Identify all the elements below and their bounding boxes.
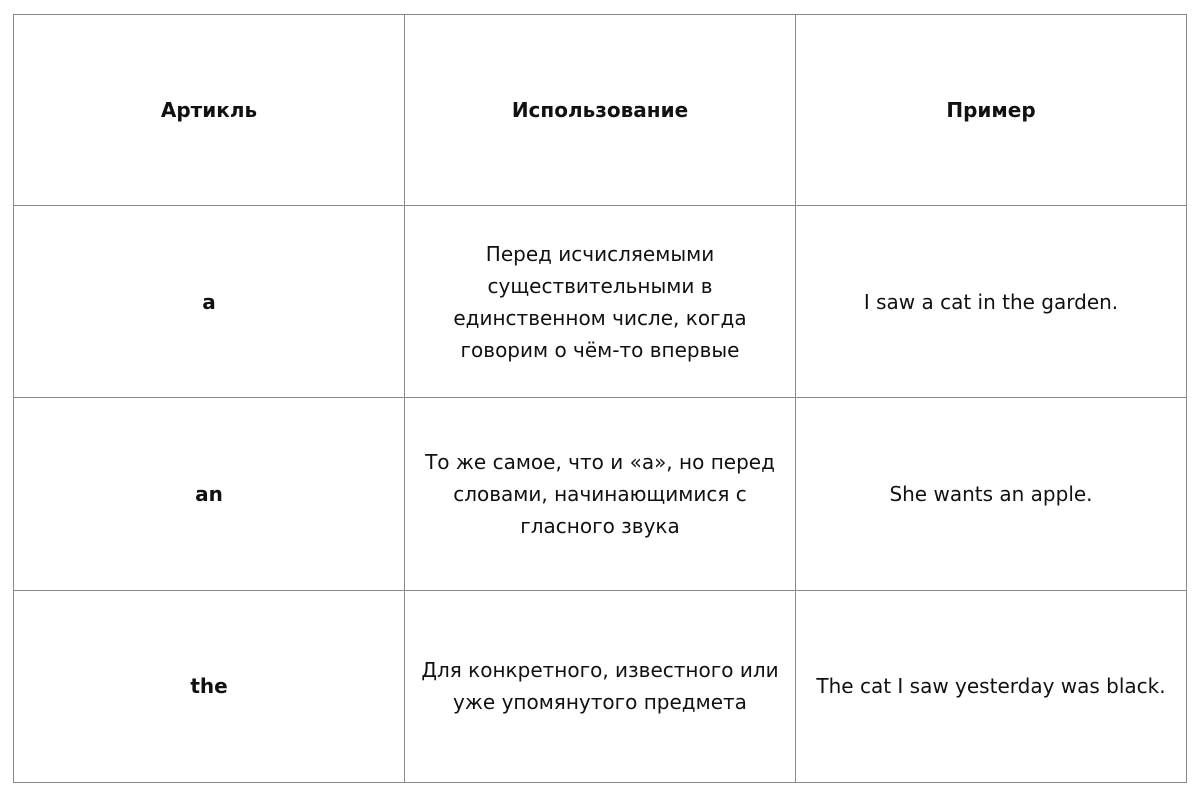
article-text: a (202, 289, 216, 314)
table-row (14, 590, 1187, 782)
usage-cell (405, 398, 796, 590)
articles-table (13, 14, 1187, 783)
article-cell (14, 590, 405, 782)
example-text: She wants an apple. (889, 481, 1093, 506)
usage-text: Для конкретного, известного или уже упомянутого предмета (421, 658, 779, 715)
table-row (14, 206, 1187, 398)
usage-text: Перед исчисляемыми существительными в единственном числе, когда говорим о чём-то впервые (453, 241, 747, 362)
articles-table-container (13, 14, 1186, 783)
header-usage: Использование (405, 15, 796, 206)
article-text: the (190, 674, 228, 699)
example-text: The cat I saw yesterday was black. (816, 674, 1166, 699)
example-text: I saw a cat in the garden. (863, 289, 1119, 314)
header-article: Артикль (14, 15, 405, 206)
usage-cell (405, 590, 796, 782)
article-cell (14, 398, 405, 590)
article-cell (14, 206, 405, 398)
table-header-row (14, 15, 1187, 206)
example-cell (796, 590, 1187, 782)
table-row (14, 398, 1187, 590)
usage-text: То же самое, что и «a», но перед словами, начинающимися с гласного звука (425, 449, 775, 538)
article-text: an (195, 481, 223, 506)
header-example: Пример (796, 15, 1187, 206)
example-cell (796, 398, 1187, 590)
example-cell (796, 206, 1187, 398)
usage-cell (405, 206, 796, 398)
